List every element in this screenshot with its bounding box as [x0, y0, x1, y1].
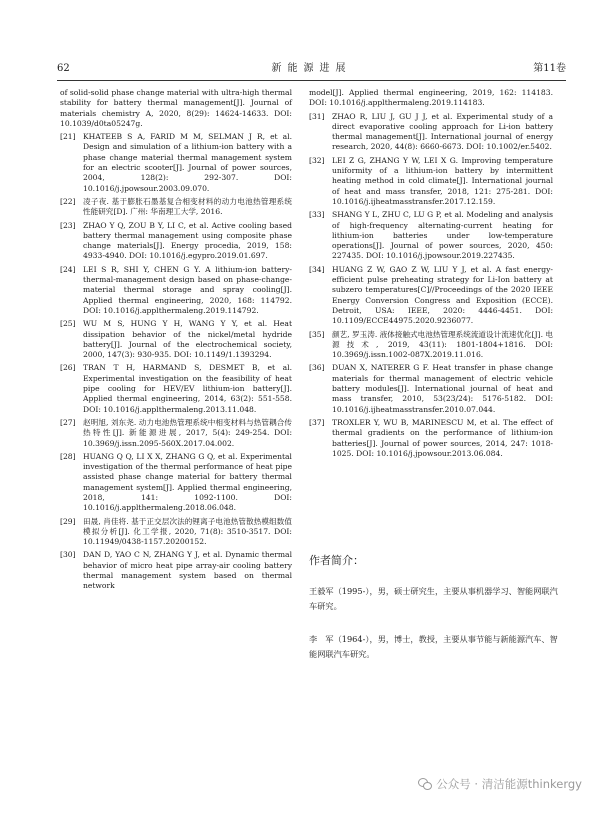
reference-number: [21]: [60, 132, 76, 142]
reference-continuation: model[J]. Applied thermal engineering, 2019, 162: 114183. DOI: 10.1016/j.applthermaleng.2019.114183.: [309, 88, 553, 108]
reference-text: 田晟, 肖佳将. 基于正交层次法的锂离子电池热管散热模组数值模拟分析[J]. 化工学报, 2020, 71(8): 3510-3517. DOI: 10.11949/0438-1157.20200152.: [83, 516, 292, 547]
reference-number: [30]: [60, 550, 76, 560]
reference-column-right: [309, 88, 553, 462]
reference-entry: [60, 517, 292, 548]
reference-entry: [60, 452, 292, 514]
reference-number: [32]: [309, 155, 325, 165]
reference-number: [28]: [60, 451, 76, 461]
reference-entry: [60, 418, 292, 449]
reference-number: [35]: [309, 329, 325, 339]
reference-entry: [60, 550, 292, 591]
header-rule: [57, 80, 566, 81]
journal-title: 新能源进展: [271, 63, 352, 74]
reference-number: [26]: [60, 363, 76, 373]
reference-text: WU M S, HUNG Y H, WANG Y Y, et al. Heat dissipation behavior of the nickel/metal hydride battery[J]. Journal of the electrochemical society, 2000, 147(3): 930-935. DOI: 10.1149/1.1393294.: [83, 319, 292, 360]
reference-text: DAN D, YAO C N, ZHANG Y J, et al. Dynamic thermal behavior of micro heat pipe array-air cooling battery thermal management system based on thermal network: [83, 550, 292, 591]
volume-label: 第11卷: [533, 63, 566, 74]
reference-text: TROXLER Y, WU B, MARINESCU M, et al. The effect of thermal gradients on the performance of lithium-ion batteries[J]. Journal of power sources, 2014, 247: 1018-1025. DOI: 10.1016/j.jpowsour.2013.06.084.: [332, 417, 553, 458]
page-number: 62: [57, 63, 70, 74]
reference-number: [34]: [309, 264, 325, 274]
reference-entry: [309, 112, 553, 153]
reference-text: DUAN X, NATERER G F. Heat transfer in phase change materials for thermal management of electric vehicle battery modules[J]. International journal of heat and mass transfer, 2010, 53(23/24): 5176-5182. DOI: 10.1016/j.ijheatmasstransfer.2010.07.044.: [332, 363, 553, 414]
author-bio-heading: 作者简介：: [309, 554, 364, 567]
reference-entry: [60, 265, 292, 316]
reference-number: [25]: [60, 319, 76, 329]
reference-number: [36]: [309, 363, 325, 373]
reference-number: [22]: [60, 196, 76, 206]
reference-number: [33]: [309, 210, 325, 220]
reference-entry: [60, 197, 292, 218]
reference-number: [29]: [60, 516, 76, 526]
reference-text: 赵明旭, 刘东尧. 动力电池热管理系统中相变材料与热管耦合传热特性[J]. 新能源进展, 2017, 5(4): 249-254. DOI: 10.3969/j.issn.2095-560X.2017.04.002.: [83, 417, 292, 448]
reference-entry: [60, 363, 292, 414]
wechat-icon: [418, 778, 432, 790]
reference-text: 凌子夜. 基于膨胀石墨基复合相变材料的动力电池热管理系统性能研究[D]. 广州: 华南理工大学, 2016.: [83, 196, 292, 217]
reference-entry: [309, 363, 553, 414]
author-bio-2: 李 军（1964-），男，博士，教授，主要从事节能与新能源汽车、智能网联汽车研究。: [309, 634, 558, 659]
reference-text: HUANG Z W, GAO Z W, LIU Y J, et al. A fast energy-efficient pulse preheating strategy for Li-Ion battery at subzero temperatures[C]//Proceedings of the 2020 IEEE Energy Conversion Congress and Exposition (ECCE). Detroit, USA: IEEE, 2020: 4446-4451. DOI: 10.1109/ECCE44975.2020.9236077.: [332, 264, 553, 326]
reference-text: LEI S R, SHI Y, CHEN G Y. A lithium-ion battery-thermal-management design based on phase-change-material thermal storage and spray cooling[J]. Applied thermal engineering, 2020, 168: 114792. DOI: 10.1016/j.applthermaleng.2019.114792.: [83, 264, 292, 315]
reference-entry: [309, 330, 553, 361]
reference-entry: [309, 418, 553, 459]
reference-text: 颜艺, 罗玉涛. 液体接触式电池热管理系统流道设计流速优化[J]. 电源技术, 2019, 43(11): 1801-1804+1816. DOI: 10.3969/j.issn.1002-087X.2019.11.016.: [332, 329, 553, 360]
reference-entry: [309, 210, 553, 261]
reference-number: [24]: [60, 264, 76, 274]
reference-text: ZHAO R, LIU J, GU J J, et al. Experimental study of a direct evaporative cooling approach for Li-ion battery thermal management[J]. International journal of energy research, 2020, 44(8): 6660-6673. DOI: 10.1002/er.5402.: [332, 111, 553, 152]
page-header: [57, 62, 566, 76]
reference-entry: [60, 319, 292, 360]
reference-text: HUANG Q Q, LI X X, ZHANG G Q, et al. Experimental investigation of the thermal performance of heat pipe assisted phase change material for battery thermal management system[J]. Applied thermal engineering, 2018, 141: 1092-1100. DOI: 10.1016/j.applthermaleng.2018.06.048.: [83, 451, 292, 513]
watermark-text: 公众号 · 清洁能源thinkergy: [436, 777, 582, 791]
reference-continuation: of solid-solid phase change material with ultra-high thermal stability for battery thermal management[J]. Journal of materials chemistry A, 2020, 8(29): 14624-14633. DOI: 10.1039/d0ta05247g.: [60, 88, 292, 128]
reference-text: LEI Z G, ZHANG Y W, LEI X G. Improving temperature uniformity of a lithium-ion battery by intermittent heating method in cold climate[J]. International journal of heat and mass transfer, 2018, 121: 275-281. DOI: 10.1016/j.ijheatmasstransfer.2017.12.159.: [332, 155, 553, 206]
reference-number: [27]: [60, 417, 76, 427]
reference-list-left: [60, 132, 292, 591]
reference-entry: [60, 132, 292, 194]
reference-entry: [309, 156, 553, 207]
author-bio-1: 王毅军（1995-），男，硕士研究生，主要从事机器学习、智能网联汽车研究。: [309, 586, 558, 611]
reference-number: [37]: [309, 417, 325, 427]
reference-list-right: [309, 112, 553, 460]
reference-number: [23]: [60, 220, 76, 230]
reference-entry: [60, 221, 292, 262]
reference-text: KHATEEB S A, FARID M M, SELMAN J R, et al. Design and simulation of a lithium-ion battery with a phase change material thermal management system for an electric scooter[J]. Journal of power sources, 2004, 128(2): 292-307. DOI: 10.1016/j.jpowsour.2003.09.070.: [83, 132, 292, 193]
reference-number: [31]: [309, 111, 325, 121]
reference-text: TRAN T H, HARMAND S, DESMET B, et al. Experimental investigation on the feasibility of heat pipe cooling for HEV/EV lithium-ion battery[J]. Applied thermal engineering, 2014, 63(2): 551-558. DOI: 10.1016/j.applthermaleng.2013.11.048.: [83, 363, 292, 414]
reference-entry: [309, 265, 553, 327]
reference-text: ZHAO Y Q, ZOU B Y, LI C, et al. Active cooling based battery thermal management using composite phase change materials[J]. Energy procedia, 2019, 158: 4933-4940. DOI: 10.1016/j.egypro.2019.01.697.: [83, 220, 292, 261]
reference-text: SHANG Y L, ZHU C, LU G P, et al. Modeling and analysis of high-frequency alternating-current heating for lithium-ion batteries under low-temperature operations[J]. Journal of power sources, 2020, 450: 227435. DOI: 10.1016/j.jpowsour.2019.227435.: [332, 210, 553, 261]
watermark: [418, 776, 582, 792]
reference-column-left: [60, 88, 292, 595]
